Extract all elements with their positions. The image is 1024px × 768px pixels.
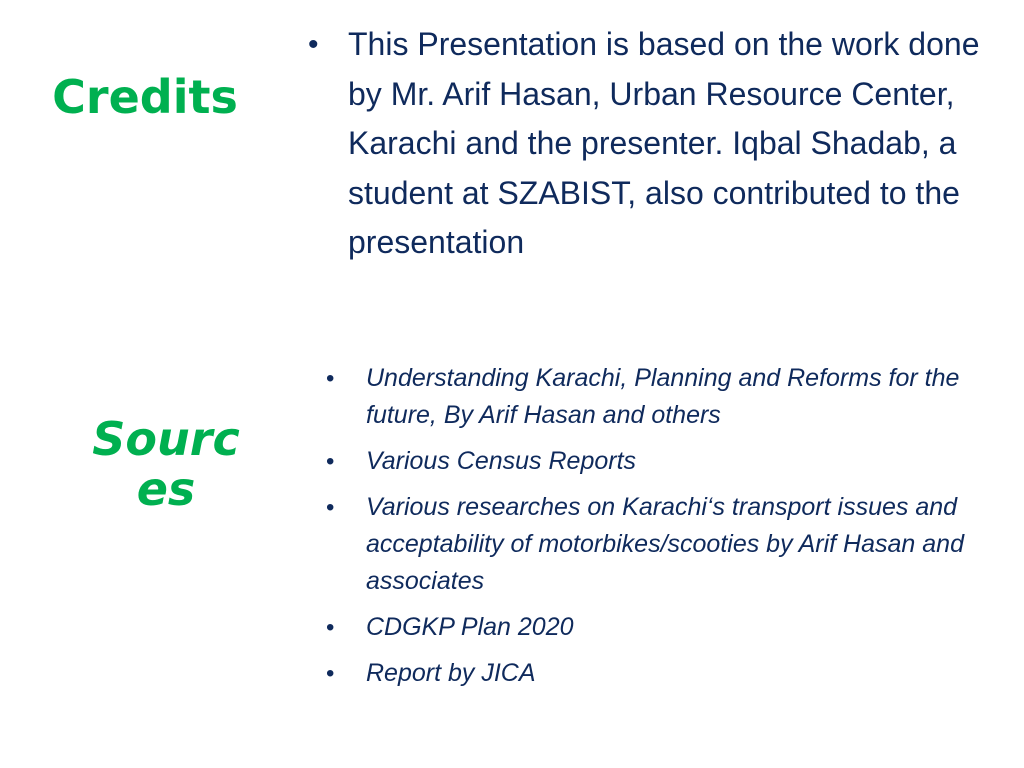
source-item [326,360,1006,434]
credits-heading: Credits [52,70,238,124]
source-item-text: Various Census Reports [366,447,637,475]
credits-list [308,20,988,268]
source-item [326,489,1006,600]
bullet-icon: • [326,365,335,392]
source-item [326,443,1006,480]
source-item-text: Report by JICA [366,659,536,687]
source-item-text: Various researches on Karachi‘s transport issues and acceptability of motorbikes/scooties by Arif Hasan and associates [366,493,964,595]
bullet-icon: • [326,614,335,641]
source-item [326,609,1006,646]
bullet-icon: • [326,448,335,475]
source-item-text: Understanding Karachi, Planning and Reforms for the future, By Arif Hasan and others [366,364,960,429]
bullet-icon: • [326,494,335,521]
sources-heading: Sources [92,412,240,516]
credits-item [308,20,988,268]
bullet-icon: • [326,660,335,687]
source-item [326,655,1006,692]
sources-list [326,360,1006,701]
bullet-icon: • [308,28,319,61]
credits-item-text: This Presentation is based on the work done by Mr. Arif Hasan, Urban Resource Center, Karachi and the presenter. Iqbal Shadab, a student at SZABIST, also contributed to the presentation [348,26,980,260]
source-item-text: CDGKP Plan 2020 [366,613,574,641]
